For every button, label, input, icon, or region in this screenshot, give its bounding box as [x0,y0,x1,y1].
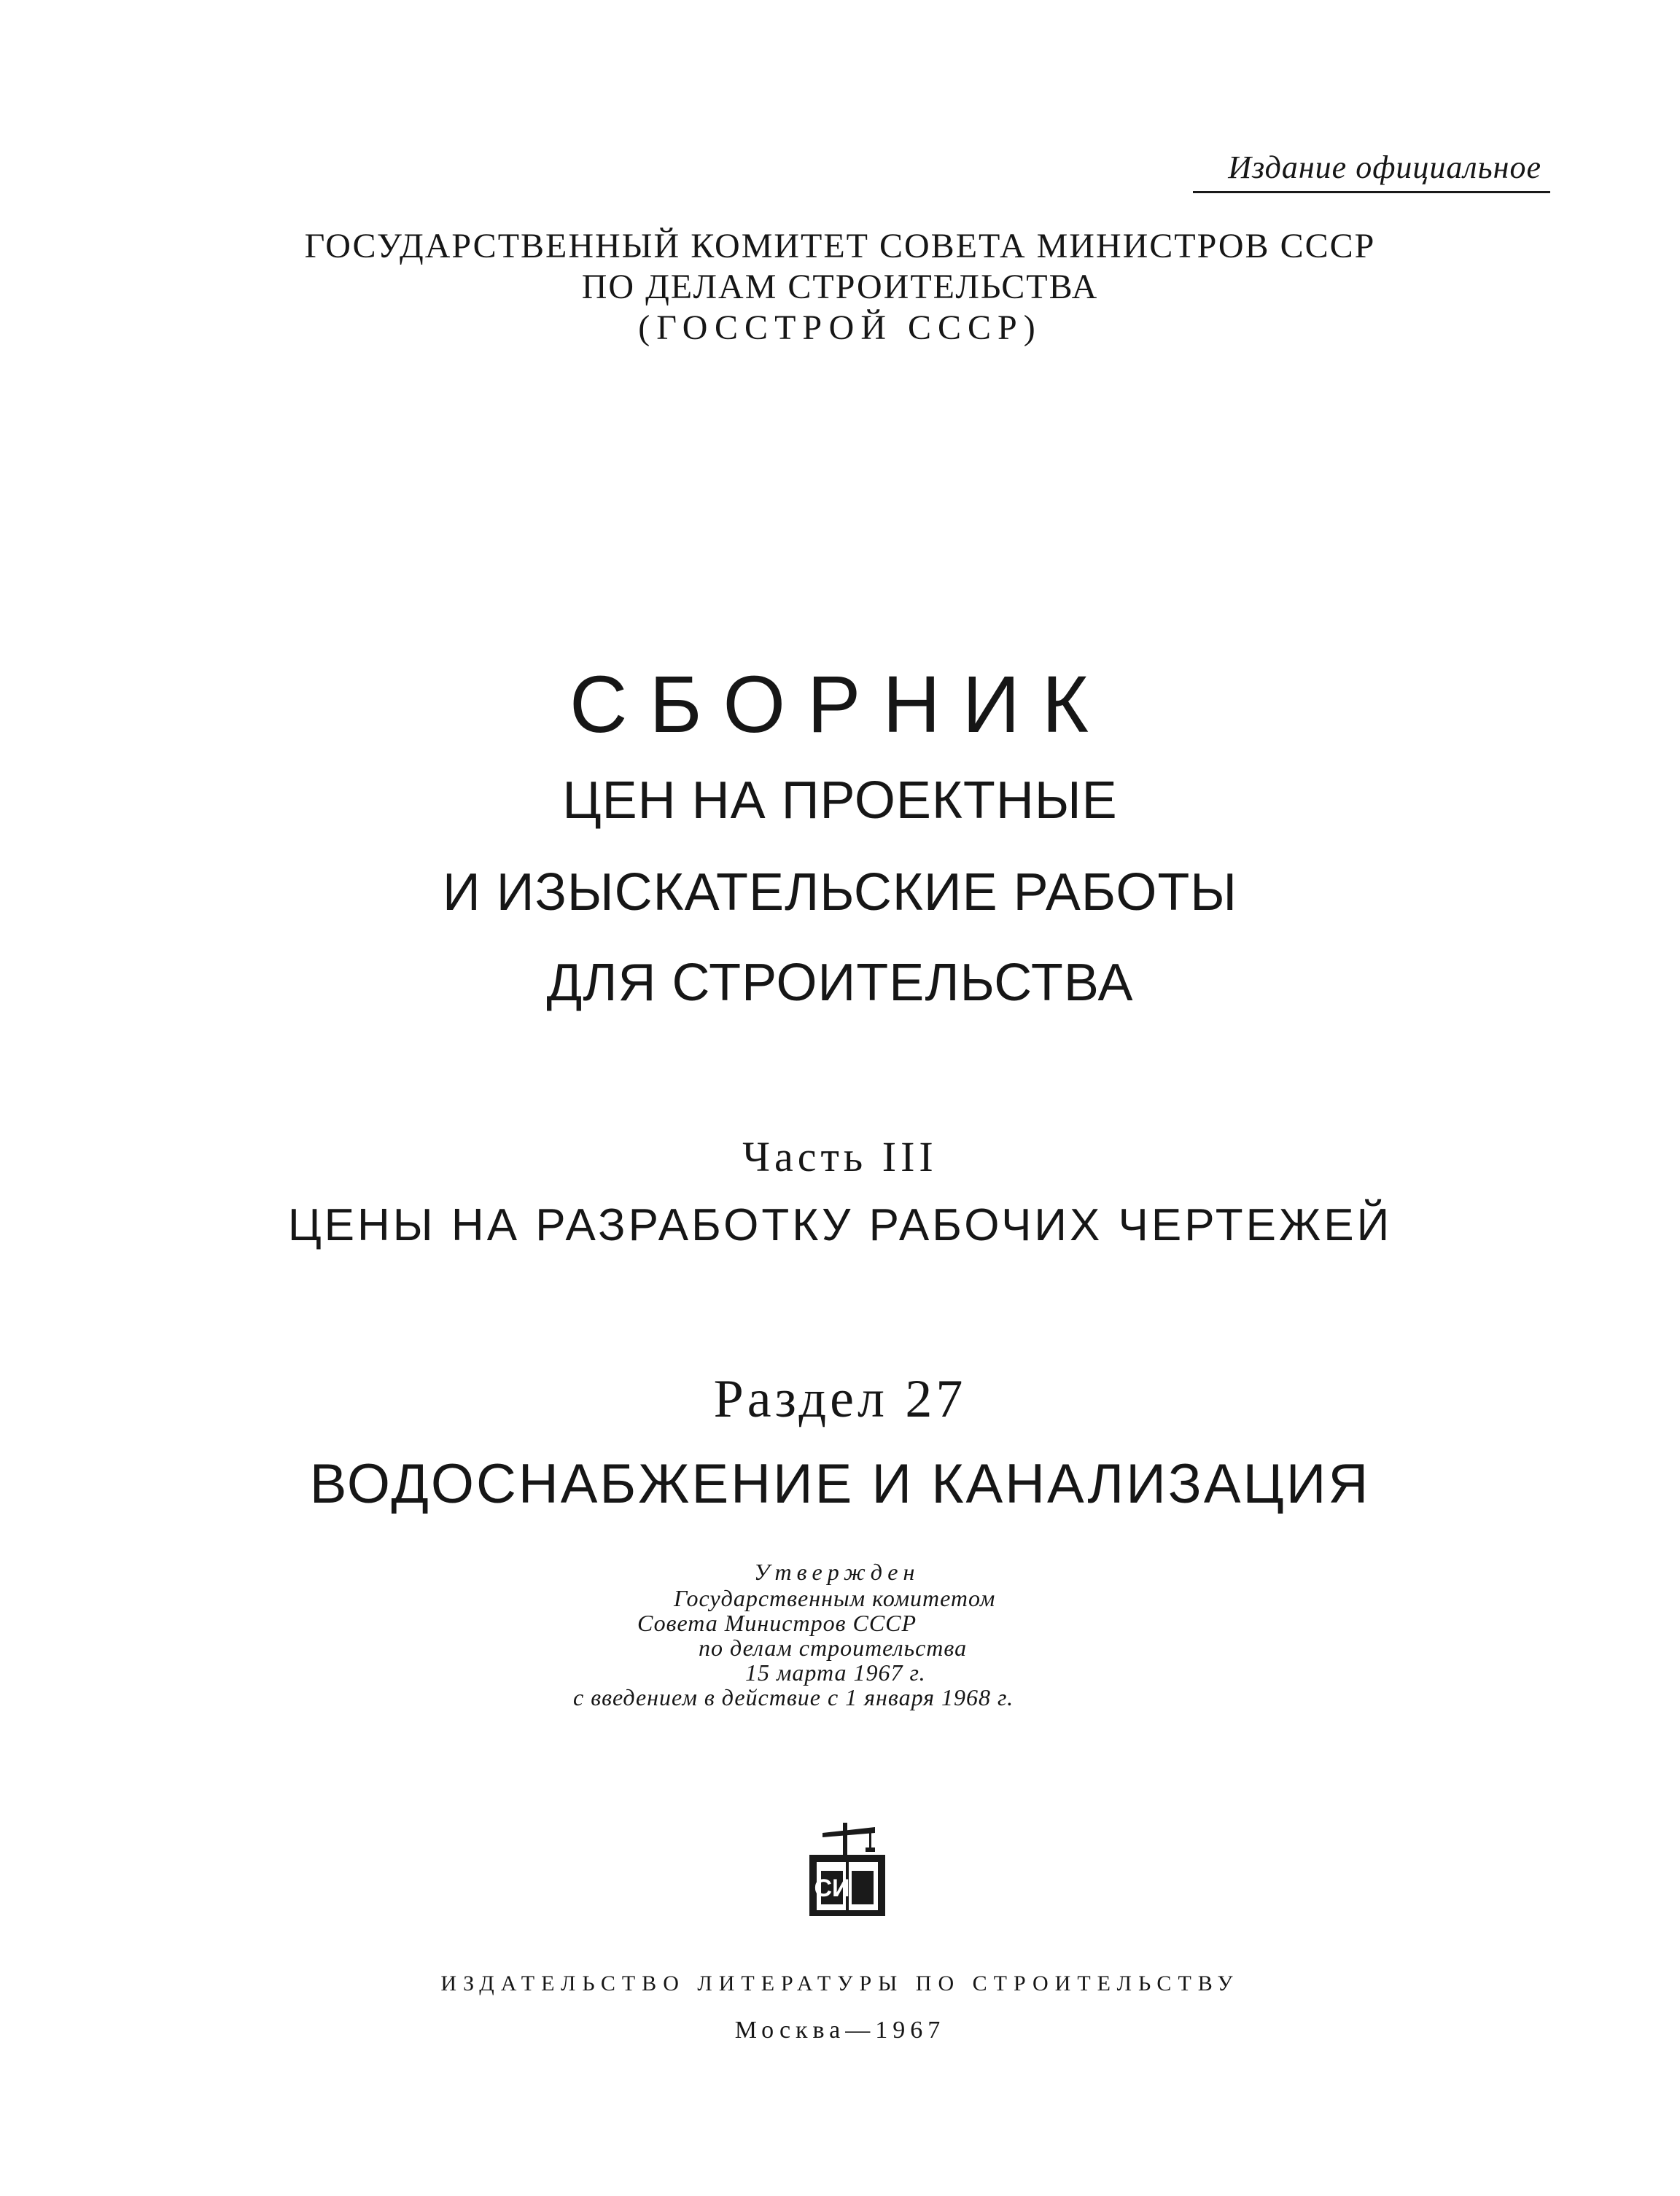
part-label: Часть III [742,1133,938,1180]
approval-line-4: по делам строительства [699,1635,968,1661]
approval-line-6: с введением в действие с 1 января 1968 г. [573,1684,1014,1710]
publisher-emblem-icon [806,1823,888,1919]
edition-underline [1193,191,1550,193]
title-line-1: ЦЕН НА ПРОЕКТНЫЕ [562,771,1118,830]
organization-line-1: ГОСУДАРСТВЕННЫЙ КОМИТЕТ СОВЕТА МИНИСТРОВ СССР [304,227,1376,265]
organization-abbreviation: (ГОССТРОЙ СССР) [638,308,1042,347]
publication-city-year: Москва—1967 [734,2017,946,2044]
approval-line-2: Государственным комитетом [674,1585,996,1611]
publisher-name: ИЗДАТЕЛЬСТВО ЛИТЕРАТУРЫ ПО СТРОИТЕЛЬСТВУ [440,1971,1240,1996]
publisher-emblem-letters: СИ [814,1874,850,1902]
organization-line-2: ПО ДЕЛАМ СТРОИТЕЛЬСТВА [581,268,1099,306]
approval-line-5: 15 марта 1967 г. [745,1659,926,1686]
document-title: СБОРНИК [569,660,1111,749]
part-title: ЦЕНЫ НА РАЗРАБОТКУ РАБОЧИХ ЧЕРТЕЖЕЙ [287,1200,1393,1250]
approval-line-1: Утвержден [754,1559,920,1585]
title-line-2: И ИЗЫСКАТЕЛЬСКИЕ РАБОТЫ [442,863,1238,922]
edition-note: Издание официальное [1228,149,1541,185]
approval-line-3: Совета Министров СССР [637,1610,917,1636]
title-line-3: ДЛЯ СТРОИТЕЛЬСТВА [546,954,1134,1012]
section-label: Раздел 27 [713,1369,967,1429]
section-title: ВОДОСНАБЖЕНИЕ И КАНАЛИЗАЦИЯ [309,1453,1371,1515]
